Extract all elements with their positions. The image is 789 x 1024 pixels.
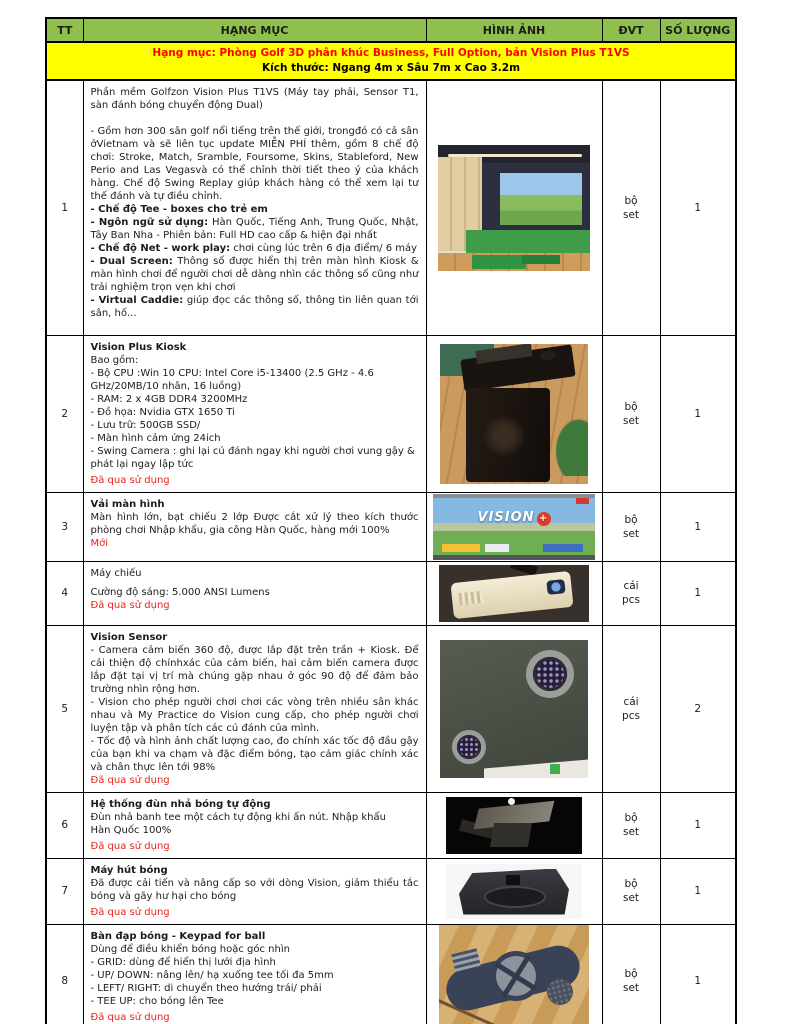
vacuum-plate [484,886,546,908]
column-header-hinh-anh: HÌNH ẢNH [426,18,602,42]
spec-line: Màn hình lớn, bạt chiếu 2 lớp Được cắt xử lý theo kích thước phòng chơi Nhập khẩu, gia công Hàn Quốc, hàng mới 100% [90,511,419,536]
spec-line: Đã được cải tiến và nâng cấp so với dòng Vision, giảm thiểu tắc bóng và gãy hư hại cho bóng [90,877,419,902]
section-banner-row [46,42,736,80]
item-image-cell [426,335,602,492]
ceiling-sensors-photo [440,640,588,778]
kiosk-vent [482,414,526,458]
unit-cell: bộ set [602,924,660,1024]
unit-cell: cái pcs [602,561,660,625]
screen-banner-blue [543,544,583,552]
spec-line: - RAM: 2 x 4GB DDR4 3200MHz [90,393,248,405]
quantity-cell: 1 [660,80,736,335]
spec-line: Hệ thống đùn nhả bóng tự động [90,798,271,810]
projection-screen-photo [433,494,595,560]
item-image-cell [426,924,602,1024]
item-image-cell [426,492,602,561]
quantity-cell: 1 [660,858,736,924]
unit-cell: bộ set [602,792,660,858]
banner-title: Hạng mục: Phòng Golf 3D phân khúc Business, Full Option, bản Vision Plus T1VS [152,47,630,59]
room-hitting-mat [472,255,526,269]
condition-note: Đã qua sử dụng [90,474,170,486]
spec-line: - GRID: dùng để hiển thị lưới địa hình [90,956,276,968]
spec-line: - Đồ họa: Nvidia GTX 1650 Ti [90,406,235,418]
quantity-cell: 1 [660,492,736,561]
spec-line: - Dual Screen: Thông số được hiển thị trên màn hình Kiosk & màn hình chơi để người chơi dễ dàng nhìn các thông số cũng như trải nghiệm trọn vẹn khi chơi [90,256,419,293]
spec-line: - Gồm hơn 300 sân golf nổi tiếng trên thế giới, trongđó có cả sân ởVietnam và sẽ liên tục update MIỄN PHÍ thêm, gồm 8 chế độ chơi: Stroke, Match, Sramble, Foursome, Skins, Stableford, New Perio and Las Vegasvà có thể chỉnh thời tiết theo ý của khách hàng. Chế độ Swing Replay giúp khách hàng có thể xem lại tư thế đánh và tự điều chỉnh. [90,126,419,202]
spec-line: - Lưu trữ: 500GB SSD/ [90,419,201,431]
projector-vents [458,590,483,604]
screen-flag-mark [576,498,589,504]
spec-line: - Màn hình cảm ứng 24ich [90,432,221,444]
golf-simulator-room-photo [438,145,590,271]
spec-line: - Virtual Caddie: giúp đọc các thông số, thông tin liên quan tới sân, hố... [90,295,419,319]
item-image-cell [426,792,602,858]
vision-plus-kiosk-photo [440,344,588,484]
ball-vacuum-photo [446,864,582,919]
vision-plus-logo: VISION + [433,510,595,526]
room-turf [466,230,590,254]
table-row [46,80,736,335]
spec-line: - Vision cho phép người chơi chơi các vòng trên nhiều sân khác nhau và My Practice do Vision cung cấp, cho phép người chơi luyện tập và phân tích các cú đánh của mình. [90,696,419,734]
screen-top-frame [433,494,595,498]
item-description-cell [83,80,426,335]
spec-line: - LEFT/ RIGHT: di chuyển theo hướng trái/ phải [90,982,322,994]
quantity-cell: 1 [660,792,736,858]
spec-line: - Swing Camera : ghi lại cú đánh ngay khi người chơi vung gậy & phát lại ngay lập tức [90,445,415,470]
item-description-cell [83,924,426,1024]
green-label [550,764,560,774]
projector-photo [439,565,589,622]
table-row [46,792,736,858]
column-header-hang-muc: HẠNG MỤC [83,18,426,42]
item-description-cell [83,335,426,492]
quantity-cell: 1 [660,335,736,492]
unit-cell: bộ set [602,492,660,561]
sensor-small-lens-array [459,737,479,757]
table-row [46,924,736,1024]
table-row [46,858,736,924]
column-header-dvt: ĐVT [602,18,660,42]
row-number-cell: 5 [46,625,83,792]
spec-line: Phần mềm Golfzon Vision Plus T1VS (Máy tay phải, Sensor T1, sàn đánh bóng chuyển động Dual) [90,87,419,111]
table-row [46,492,736,561]
spec-line: Máy chiếu [90,567,142,579]
spec-line: Bao gồm: [90,354,139,366]
room-impact-screen [500,173,582,225]
screen-banner-yellow [442,544,480,552]
table-row [46,335,736,492]
spec-line: - TEE UP: cho bóng lên Tee [90,995,224,1007]
spec-line: - Bộ CPU :Win 10 CPU: Intel Core i5-13400 (2.5 GHz - 4.6 GHz/20MB/10 nhân, 16 luồng) [90,367,374,392]
wall-strip [484,759,588,778]
quantity-cell: 1 [660,561,736,625]
item-image-cell [426,625,602,792]
item-description-cell [83,792,426,858]
row-number-cell: 3 [46,492,83,561]
spec-line: Bàn đạp bóng - Keypad for ball [90,930,266,942]
header-row [46,18,736,42]
auto-tee-machine-photo [446,797,582,854]
vacuum-knob [506,875,520,885]
equipment-spec-table [45,17,737,1024]
item-image-cell [426,561,602,625]
tee-machine-base [490,823,532,847]
spec-line: Vision Sensor [90,631,168,643]
ball-keypad-photo [439,925,589,1024]
table-row [46,625,736,792]
condition-note: Đã qua sử dụng [90,840,170,852]
row-number-cell: 8 [46,924,83,1024]
item-description-cell [83,858,426,924]
projector-lens [546,579,565,595]
room-tee-area [522,255,560,264]
unit-cell: bộ set [602,858,660,924]
sensor-large-lens-array [536,660,564,688]
screen-banner-white [485,544,509,552]
row-number-cell: 6 [46,792,83,858]
unit-cell: cái pcs [602,625,660,792]
condition-note: Đã qua sử dụng [90,599,170,611]
column-header-tt: TT [46,18,83,42]
banner-dimensions: Kích thước: Ngang 4m x Sâu 7m x Cao 3.2m [261,62,521,74]
spec-line: Vải màn hình [90,498,165,510]
quantity-cell: 1 [660,924,736,1024]
section-banner [46,42,736,80]
spec-line: - Tốc độ và hình ảnh chất lượng cao, đo chính xác tốc độ đầu gậy của bạn khi va chạm và đặc điểm bóng, tạo cảm giác chính xác và chân thực lên tới 98% [90,735,419,773]
spec-line: - UP/ DOWN: nâng lên/ hạ xuống tee tối đa 5mm [90,969,334,981]
spec-line: Đùn nhả banh tee một cách tự động khi ấn nút. Nhập khẩu [90,811,386,823]
condition-note: Mới [90,537,109,549]
unit-cell: bộ set [602,335,660,492]
spec-line: Hàn Quốc 100% [90,824,172,836]
table-row [46,561,736,625]
spec-line: Cường độ sáng: 5.000 ANSI Lumens [90,586,270,598]
item-description-cell [83,561,426,625]
spec-line: - Ngôn ngữ sử dụng: Hàn Quốc, Tiếng Anh, Trung Quốc, Nhật, Tây Ban Nha - Phiên bản: Full HD cao cấp & hiện đại nhất [90,217,419,241]
kiosk-plant [552,414,588,476]
row-number-cell: 1 [46,80,83,335]
condition-note: Đã qua sử dụng [90,906,170,918]
screen-bottom-frame [433,555,595,560]
spec-line: - Chế độ Tee - boxes cho trẻ em [90,204,268,215]
spec-line: - Chế độ Net - work play: chơi cùng lúc trên 6 địa điểm/ 6 máy [90,243,418,254]
spec-line: Dùng để điều khiển bóng hoặc góc nhìn [90,943,290,955]
row-number-cell: 7 [46,858,83,924]
golf-ball [508,798,515,805]
spec-line: Máy hút bóng [90,864,168,876]
column-header-so-luong: SỐ LƯỢNG [660,18,736,42]
item-image-cell [426,858,602,924]
unit-cell: bộ set [602,80,660,335]
quantity-cell: 2 [660,625,736,792]
row-number-cell: 4 [46,561,83,625]
row-number-cell: 2 [46,335,83,492]
item-description-cell [83,625,426,792]
spec-line: - Camera cảm biến 360 độ, được lắp đặt trên trần + Kiosk. Để cải thiện độ chínhxác của cảm biến, hai cảm biến camera được lắp đặt tại vị trí mà chúng gặp nhau ở góc 90 độ để đảm bảo trường nhìn rộng hơn. [90,644,419,695]
spec-line: Vision Plus Kiosk [90,341,187,353]
condition-note: Đã qua sử dụng [90,1011,170,1023]
item-image-cell [426,80,602,335]
plus-icon: + [537,512,551,526]
condition-note: Đã qua sử dụng [90,774,170,786]
item-description-cell [83,492,426,561]
